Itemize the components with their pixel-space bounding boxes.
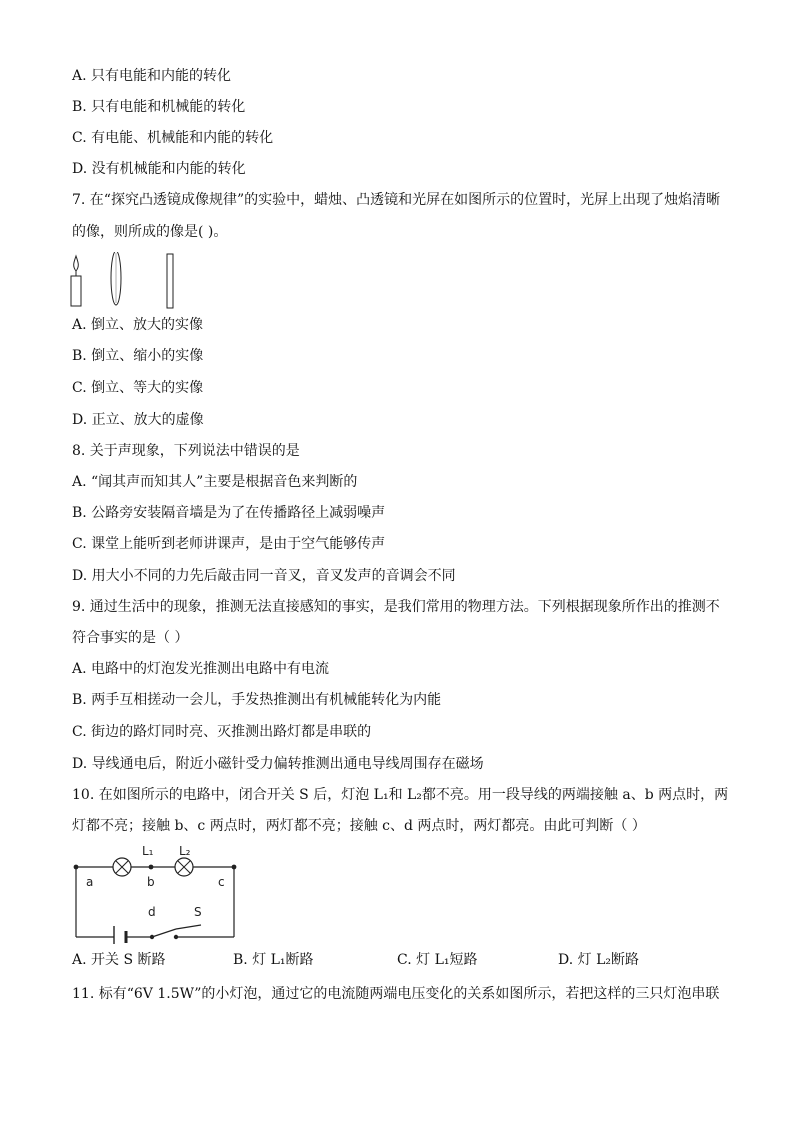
q10-option-c: C. 灯 L₁短路 bbox=[397, 952, 478, 968]
q9-stem-line1: 9. 通过生活中的现象，推测无法直接感知的事实，是我们常用的物理方法。下列根据现象所作出的推测不 bbox=[72, 599, 720, 615]
q7-option-d: D. 正立、放大的虚像 bbox=[72, 412, 204, 428]
q6-option-a: A. 只有电能和内能的转化 bbox=[72, 68, 232, 84]
q7-option-c: C. 倒立、等大的实像 bbox=[72, 380, 204, 396]
label-s: S bbox=[194, 905, 202, 919]
q10-stem-line2: 灯都不亮；接触 b、c 两点时，两灯都不亮；接触 c、d 两点时，两灯都亮。由此可判断（ ） bbox=[72, 818, 646, 834]
q6-option-c: C. 有电能、机械能和内能的转化 bbox=[72, 130, 274, 146]
label-c: c bbox=[218, 875, 225, 889]
light-screen-icon bbox=[167, 254, 173, 308]
q7-stem-line1: 7. 在“探究凸透镜成像规律”的实验中，蜡烛、凸透镜和光屏在如图所示的位置时，光屏上出现了烛焰清晰 bbox=[72, 192, 721, 208]
label-l2: L₂ bbox=[179, 844, 191, 858]
switch-icon bbox=[150, 935, 178, 939]
q11-stem-line1: 11. 标有“6V 1.5W”的小灯泡，通过它的电流随两端电压变化的关系如图所示，若把这样的三只灯泡串联 bbox=[72, 986, 720, 1002]
q9-option-a: A. 电路中的灯泡发光推测出电路中有电流 bbox=[72, 661, 330, 677]
q9-option-d: D. 导线通电后，附近小磁针受力偏转推测出通电导线周围存在磁场 bbox=[72, 756, 484, 772]
node-a-dot bbox=[74, 865, 79, 870]
q10-option-a: A. 开关 S 断路 bbox=[72, 952, 166, 968]
node-c-dot bbox=[232, 865, 237, 870]
q6-option-b: B. 只有电能和机械能的转化 bbox=[72, 99, 246, 115]
label-l1: L₁ bbox=[142, 844, 154, 858]
q7-stem-line2: 的像，则所成的像是( )。 bbox=[72, 224, 228, 240]
lamp-l1-icon bbox=[113, 858, 131, 876]
node-b-dot bbox=[149, 865, 154, 870]
q9-stem-line2: 符合事实的是（ ） bbox=[72, 630, 189, 646]
q10-option-d: D. 灯 L₂断路 bbox=[558, 952, 639, 968]
candle-icon bbox=[71, 256, 81, 306]
label-a: a bbox=[86, 875, 94, 889]
q10-option-b: B. 灯 L₁断路 bbox=[233, 952, 314, 968]
lens-experiment-figure bbox=[66, 252, 186, 312]
q8-option-b: B. 公路旁安装隔音墙是为了在传播路径上减弱噪声 bbox=[72, 505, 386, 521]
q8-option-d: D. 用大小不同的力先后敲击同一音叉，音叉发声的音调会不同 bbox=[72, 568, 456, 584]
lamp-l2-icon bbox=[175, 858, 193, 876]
circuit-diagram bbox=[66, 840, 246, 944]
label-d: d bbox=[148, 905, 156, 919]
q8-option-c: C. 课堂上能听到老师讲课声，是由于空气能够传声 bbox=[72, 536, 386, 552]
q7-option-b: B. 倒立、缩小的实像 bbox=[72, 348, 204, 364]
q7-option-a: A. 倒立、放大的实像 bbox=[72, 317, 204, 333]
q8-stem: 8. 关于声现象，下列说法中错误的是 bbox=[72, 443, 300, 459]
battery-icon bbox=[114, 926, 126, 944]
q10-stem-line1: 10. 在如图所示的电路中，闭合开关 S 后，灯泡 L₁和 L₂都不亮。用一段导线的两端接触 a、b 两点时，两 bbox=[72, 787, 729, 803]
q8-option-a: A. “闻其声而知其人”主要是根据音色来判断的 bbox=[72, 474, 358, 490]
q6-option-d: D. 没有机械能和内能的转化 bbox=[72, 161, 246, 177]
label-b: b bbox=[147, 875, 155, 889]
q9-option-c: C. 街边的路灯同时亮、灭推测出路灯都是串联的 bbox=[72, 724, 372, 740]
q10-options-row bbox=[72, 951, 722, 969]
q9-option-b: B. 两手互相搓动一会儿，手发热推测出有机械能转化为内能 bbox=[72, 692, 442, 708]
